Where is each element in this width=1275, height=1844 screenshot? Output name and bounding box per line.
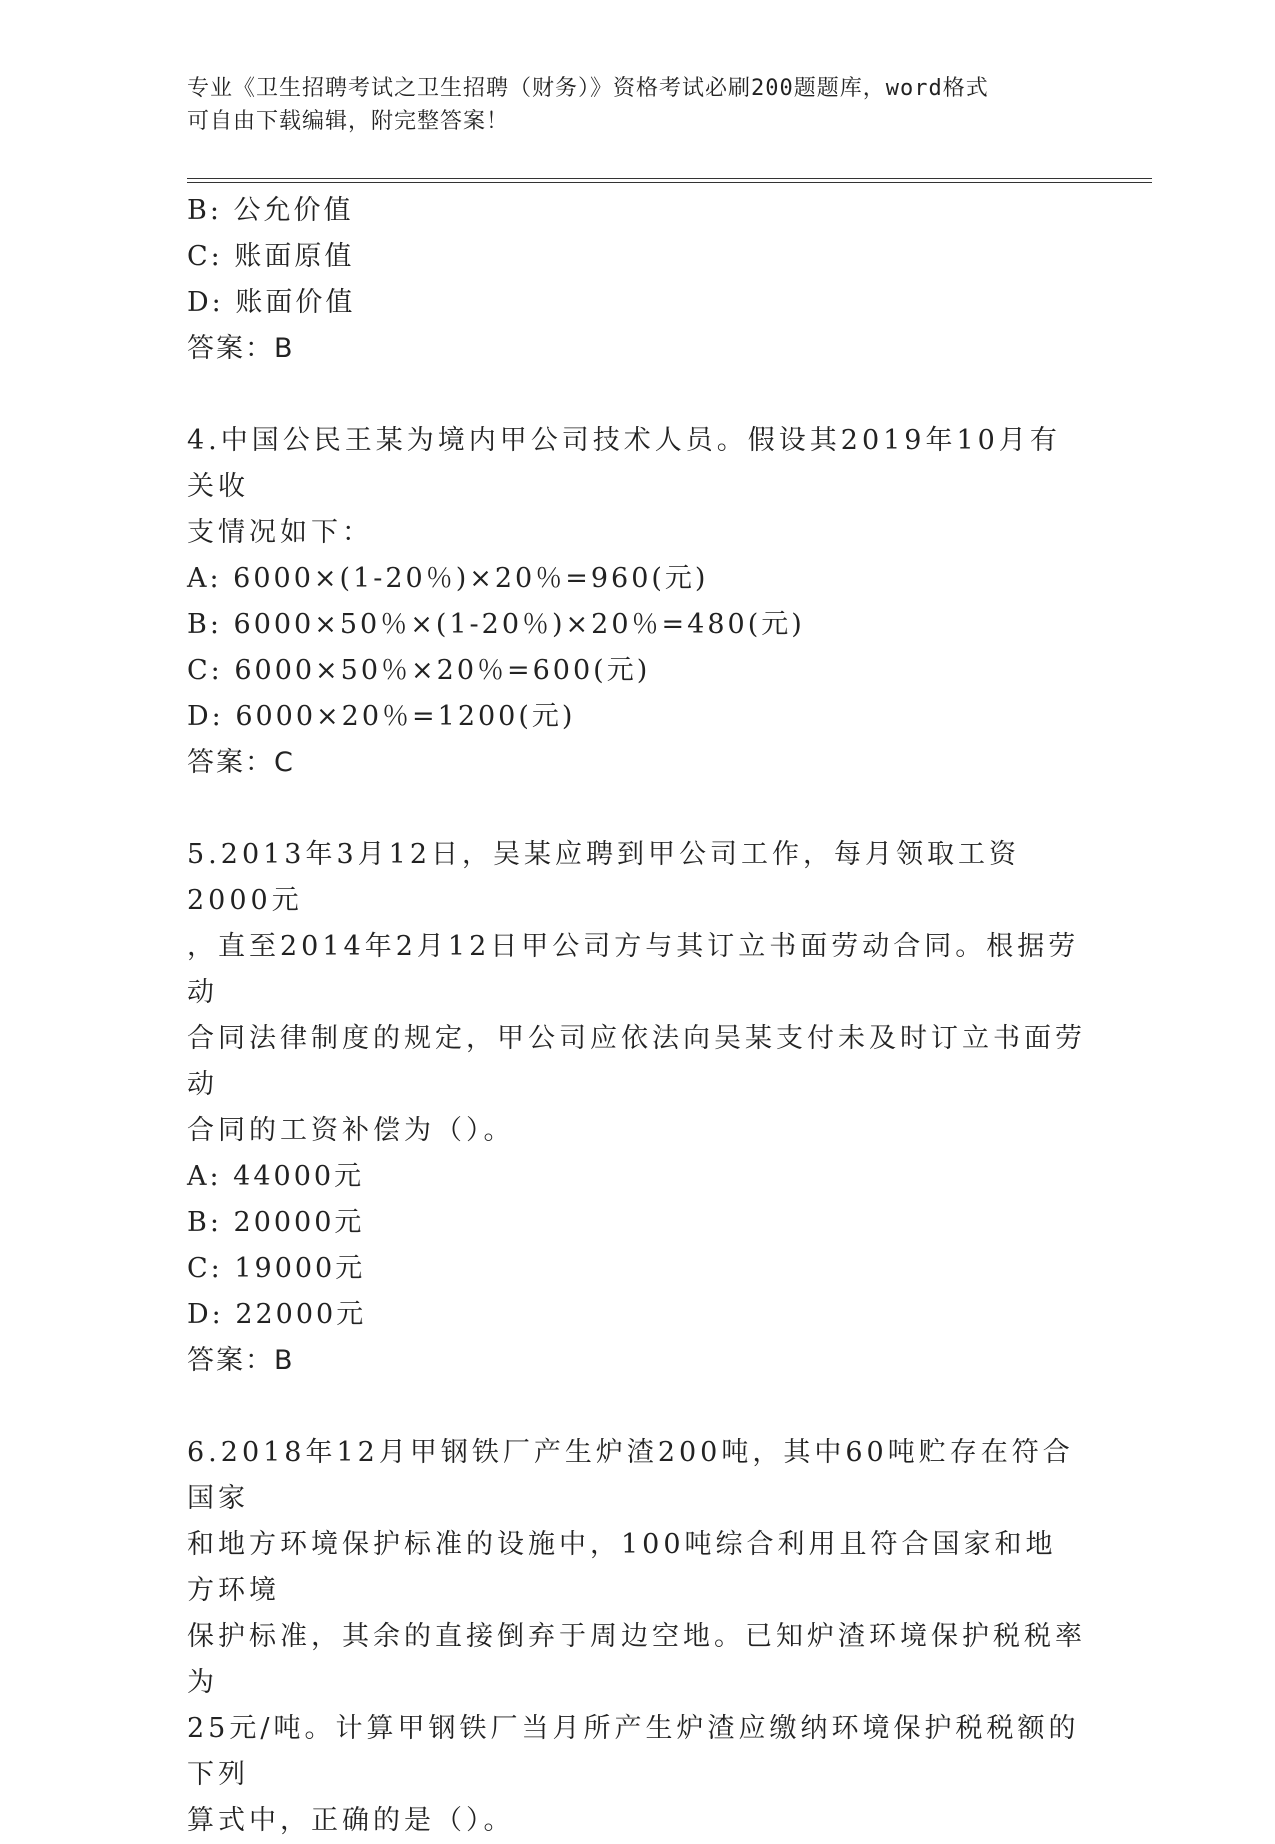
question-text-line: 保护标准，其余的直接倒弃于周边空地。已知炉渣环境保护税税率为 bbox=[187, 1621, 1086, 1698]
question-4 bbox=[187, 418, 1087, 786]
question-3 bbox=[187, 188, 1087, 372]
option-b: B: 6000×50％×(1-20％)×20％=480(元) bbox=[187, 609, 805, 640]
option-a: A: 6000×(1-20％)×20％=960(元) bbox=[187, 563, 709, 594]
question-text-line: 25元/吨。计算甲钢铁厂当月所产生炉渣应缴纳环境保护税税额的下列 bbox=[187, 1713, 1080, 1790]
question-text-line: 算式中，正确的是（）。 bbox=[187, 1805, 515, 1836]
question-text-line: 合同法律制度的规定，甲公司应依法向吴某支付未及时订立书面劳动 bbox=[187, 1023, 1086, 1100]
option-c: C: 19000元 bbox=[187, 1253, 366, 1284]
question-6 bbox=[187, 1430, 1087, 1844]
question-text-line: 支情况如下： bbox=[187, 517, 373, 548]
option-d: D: 账面价值 bbox=[187, 287, 356, 318]
question-text-line: 4.中国公民王某为境内甲公司技术人员。假设其2019年10月有关收 bbox=[187, 425, 1061, 502]
answer: 答案：C bbox=[187, 747, 295, 778]
answer: 答案：B bbox=[187, 333, 295, 364]
option-a: A: 44000元 bbox=[187, 1161, 365, 1192]
option-c: C: 账面原值 bbox=[187, 241, 355, 272]
document-header bbox=[187, 72, 1067, 138]
question-text-line: 合同的工资补偿为（）。 bbox=[187, 1115, 515, 1146]
header-line-2: 可自由下载编辑，附完整答案！ bbox=[187, 109, 510, 134]
question-text-line: ，直至2014年2月12日甲公司方与其订立书面劳动合同。根据劳动 bbox=[187, 931, 1080, 1008]
header-line-1: 专业《卫生招聘考试之卫生招聘（财务）》资格考试必刷200题题库，word格式 bbox=[187, 76, 989, 101]
question-5 bbox=[187, 832, 1087, 1384]
question-text-line: 5.2013年3月12日，吴某应聘到甲公司工作，每月领取工资2000元 bbox=[187, 839, 1021, 916]
document-body bbox=[187, 188, 1087, 1844]
option-d: D: 22000元 bbox=[187, 1299, 367, 1330]
question-text-line: 和地方环境保护标准的设施中，100吨综合利用且符合国家和地方环境 bbox=[187, 1529, 1057, 1606]
answer: 答案：B bbox=[187, 1345, 295, 1376]
option-b: B: 20000元 bbox=[187, 1207, 365, 1238]
option-d: D: 6000×20％=1200(元) bbox=[187, 701, 576, 732]
option-c: C: 6000×50％×20％=600(元) bbox=[187, 655, 651, 686]
option-b: B: 公允价值 bbox=[187, 195, 354, 226]
header-rule-bottom bbox=[187, 182, 1152, 183]
header-rule-top bbox=[187, 178, 1152, 179]
question-text-line: 6.2018年12月甲钢铁厂产生炉渣200吨，其中60吨贮存在符合国家 bbox=[187, 1437, 1074, 1514]
